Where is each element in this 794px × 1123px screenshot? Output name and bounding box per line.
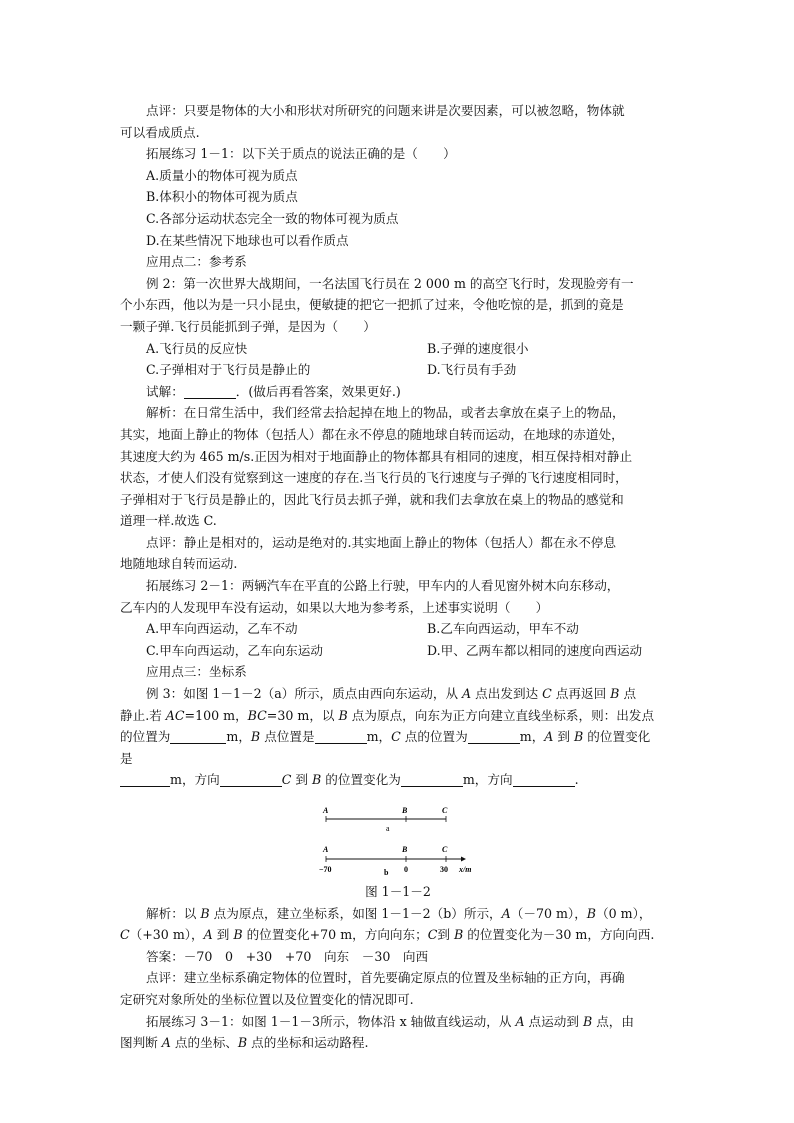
exercise-2-1-option-a: A.甲车向西运动，乙车不动 xyxy=(146,621,298,637)
blank-cb-change xyxy=(401,772,463,787)
analysis-2-line-4: 状态，才使人们没有觉察到这一速度的存在.当飞行员的飞行速度与子弹的飞行速度相同时， xyxy=(120,470,628,486)
blank-start-position xyxy=(170,729,226,744)
exercise-1-1-option-a: A.质量小的物体可视为质点 xyxy=(146,167,298,183)
analysis-2-line-6: 道理一样.故选 C. xyxy=(120,513,217,529)
exercise-3-1-line-1: 拓展练习 3－1：如图 1－1－3所示，物体沿 x 轴做直线运动，从 A 点运动到 B 点，由 xyxy=(146,1013,634,1029)
example-3-line-5: m，方向 C 到 B 的位置变化为 m，方向 . xyxy=(120,769,676,791)
example-2-option-c: C.子弹相对于飞行员是静止的 xyxy=(146,362,311,378)
figure-1-1-2 xyxy=(120,797,676,881)
example-2-option-b: B.子弹的速度很小 xyxy=(427,340,529,356)
example-2-option-d: D.飞行员有手劲 xyxy=(427,362,517,378)
axis-unit-label: x/m xyxy=(459,865,472,874)
exercise-1-1-option-d: D.在某些情况下地球也可以看作质点 xyxy=(146,232,349,248)
example-2-options-row-1 xyxy=(120,338,676,360)
answer-line: 答案：－70 0 +30 +70 向东 －30 向西 xyxy=(146,948,429,964)
analysis-3-line-1: 解析：以 B 点为原点，建立坐标系，如图 1－1－2（b）所示，A（－70 m），B（0 m）， xyxy=(146,905,652,921)
blank-ab-direction xyxy=(220,772,282,787)
exercise-2-1-option-d: D.甲、乙两车都以相同的速度向西运动 xyxy=(427,642,643,658)
label-diagram-b: b xyxy=(384,868,389,877)
example-3-line-4: 是 xyxy=(120,750,133,766)
analysis-3-line-2: C（+30 m），A 到 B 的位置变化+70 m，方向向东；C到 B 的位置变化为－30 m，方向向西. xyxy=(120,927,655,943)
example-2-options-row-2 xyxy=(120,359,676,381)
analysis-2-line-1: 解析：在日常生活中，我们经常去拾起掉在地上的物品，或者去拿放在桌子上的物品， xyxy=(146,405,625,421)
tick-label-30: 30 xyxy=(440,865,448,874)
exercise-2-1-line-1: 拓展练习 2－1：两辆汽车在平直的公路上行驶，甲车内的人看见窗外树木向东移动， xyxy=(146,578,620,594)
example-2-option-a: A.飞行员的反应快 xyxy=(146,340,248,356)
section-heading-3: 应用点三：坐标系 xyxy=(146,664,247,680)
label-diagram-a: a xyxy=(386,824,390,833)
document-page xyxy=(120,100,676,1054)
label-b-point-b: B xyxy=(402,845,408,854)
label-a-point-b: A xyxy=(323,845,329,854)
example-2-line-2: 个小东西，他以为是一只小昆虫，便敏捷的把它一把抓了过来，令他吃惊的是，抓到的竟是 xyxy=(120,297,624,313)
comment-3-line-1: 点评：建立坐标系确定物体的位置时，首先要确定原点的位置及坐标轴的正方向，再确 xyxy=(146,970,625,986)
coordinate-diagram xyxy=(316,797,486,881)
comment-2-line-2: 地随地球自转而运动. xyxy=(120,556,238,572)
section-heading-2: 应用点二：参考系 xyxy=(146,254,247,270)
analysis-2-line-2: 其实，地面上静止的物体（包括人）都在永不停息的随地球自转而运动，在地球的赤道处， xyxy=(120,426,624,442)
exercise-1-1-option-c: C.各部分运动状态完全一致的物体可视为质点 xyxy=(146,210,399,226)
tick-label-0: 0 xyxy=(404,865,408,874)
exercise-2-1-option-b: B.乙车向西运动，甲车不动 xyxy=(427,621,579,637)
exercise-3-1-line-2: 图判断 A 点的坐标、B 点的坐标和运动路程. xyxy=(120,1035,369,1051)
label-c-point-b: C xyxy=(442,845,448,854)
exercise-1-1: 拓展练习 1－1：以下关于质点的说法正确的是（ ） xyxy=(146,146,456,162)
example-2-line-3: 一颗子弹.飞行员能抓到子弹，是因为（ ） xyxy=(120,318,376,334)
example-3-line-2: 静止.若 AC=100 m，BC=30 m，以 B 点为原点，向东为正方向建立直线坐标系，则：出发点 xyxy=(120,707,655,723)
exercise-2-1-line-2: 乙车内的人发现甲车没有运动，如果以大地为参考系，上述事实说明（ ） xyxy=(120,599,549,615)
comment-1: 点评：只要是物体的大小和形状对所研究的问题来讲是次要因素，可以被忽略，物体就 xyxy=(146,103,625,118)
try-answer-line: 试解： ．(做后再看答案，效果更好.) xyxy=(146,383,401,399)
tick-label-minus70: −70 xyxy=(319,865,332,874)
label-b-point: B xyxy=(402,806,408,815)
example-2-line-1: 例 2：第一次世界大战期间，一名法国飞行员在 2 000 m 的高空飞行时，发现脸旁有一 xyxy=(146,275,634,291)
exercise-1-1-option-b: B.体积小的物体可视为质点 xyxy=(146,189,298,205)
comment-1-cont: 可以看成质点. xyxy=(120,124,200,140)
example-3-line-3: 的位置为 m，B 点位置是 m，C 点的位置为 m，A 到 B 的位置变化 xyxy=(120,729,651,745)
analysis-2-line-5: 子弹相对于飞行员是静止的，因此飞行员去抓子弹，就和我们去拿放在桌上的物品的感觉和 xyxy=(120,491,624,507)
label-c-point: C xyxy=(442,806,448,815)
example-3-line-1: 例 3：如图 1－1－2（a）所示，质点由西向东运动，从 A 点出发到达 C 点再返回 B 点 xyxy=(146,686,637,702)
axis-arrow-icon xyxy=(461,857,466,862)
analysis-2-line-3: 其速度大约为 465 m/s.正因为相对于地面静止的物体都具有相同的速度，相互保持相对静止 xyxy=(120,448,633,464)
answer-blank xyxy=(184,384,236,399)
label-a-point: A xyxy=(323,806,329,815)
exercise-2-1-options-row-2 xyxy=(120,640,676,662)
blank-b-position xyxy=(315,729,367,744)
blank-cb-direction xyxy=(513,772,575,787)
comment-3-line-2: 定研究对象所处的坐标位置以及位置变化的情况即可. xyxy=(120,991,414,1007)
comment-2-line-1: 点评：静止是相对的，运动是绝对的.其实地面上静止的物体（包括人）都在永不停息 xyxy=(146,534,616,550)
blank-c-position xyxy=(468,729,520,744)
exercise-2-1-option-c: C.甲车向西运动，乙车向东运动 xyxy=(146,642,323,658)
figure-caption: 图 1－1－2 xyxy=(365,884,431,899)
blank-ab-change xyxy=(120,772,170,787)
exercise-2-1-options-row-1 xyxy=(120,618,676,640)
